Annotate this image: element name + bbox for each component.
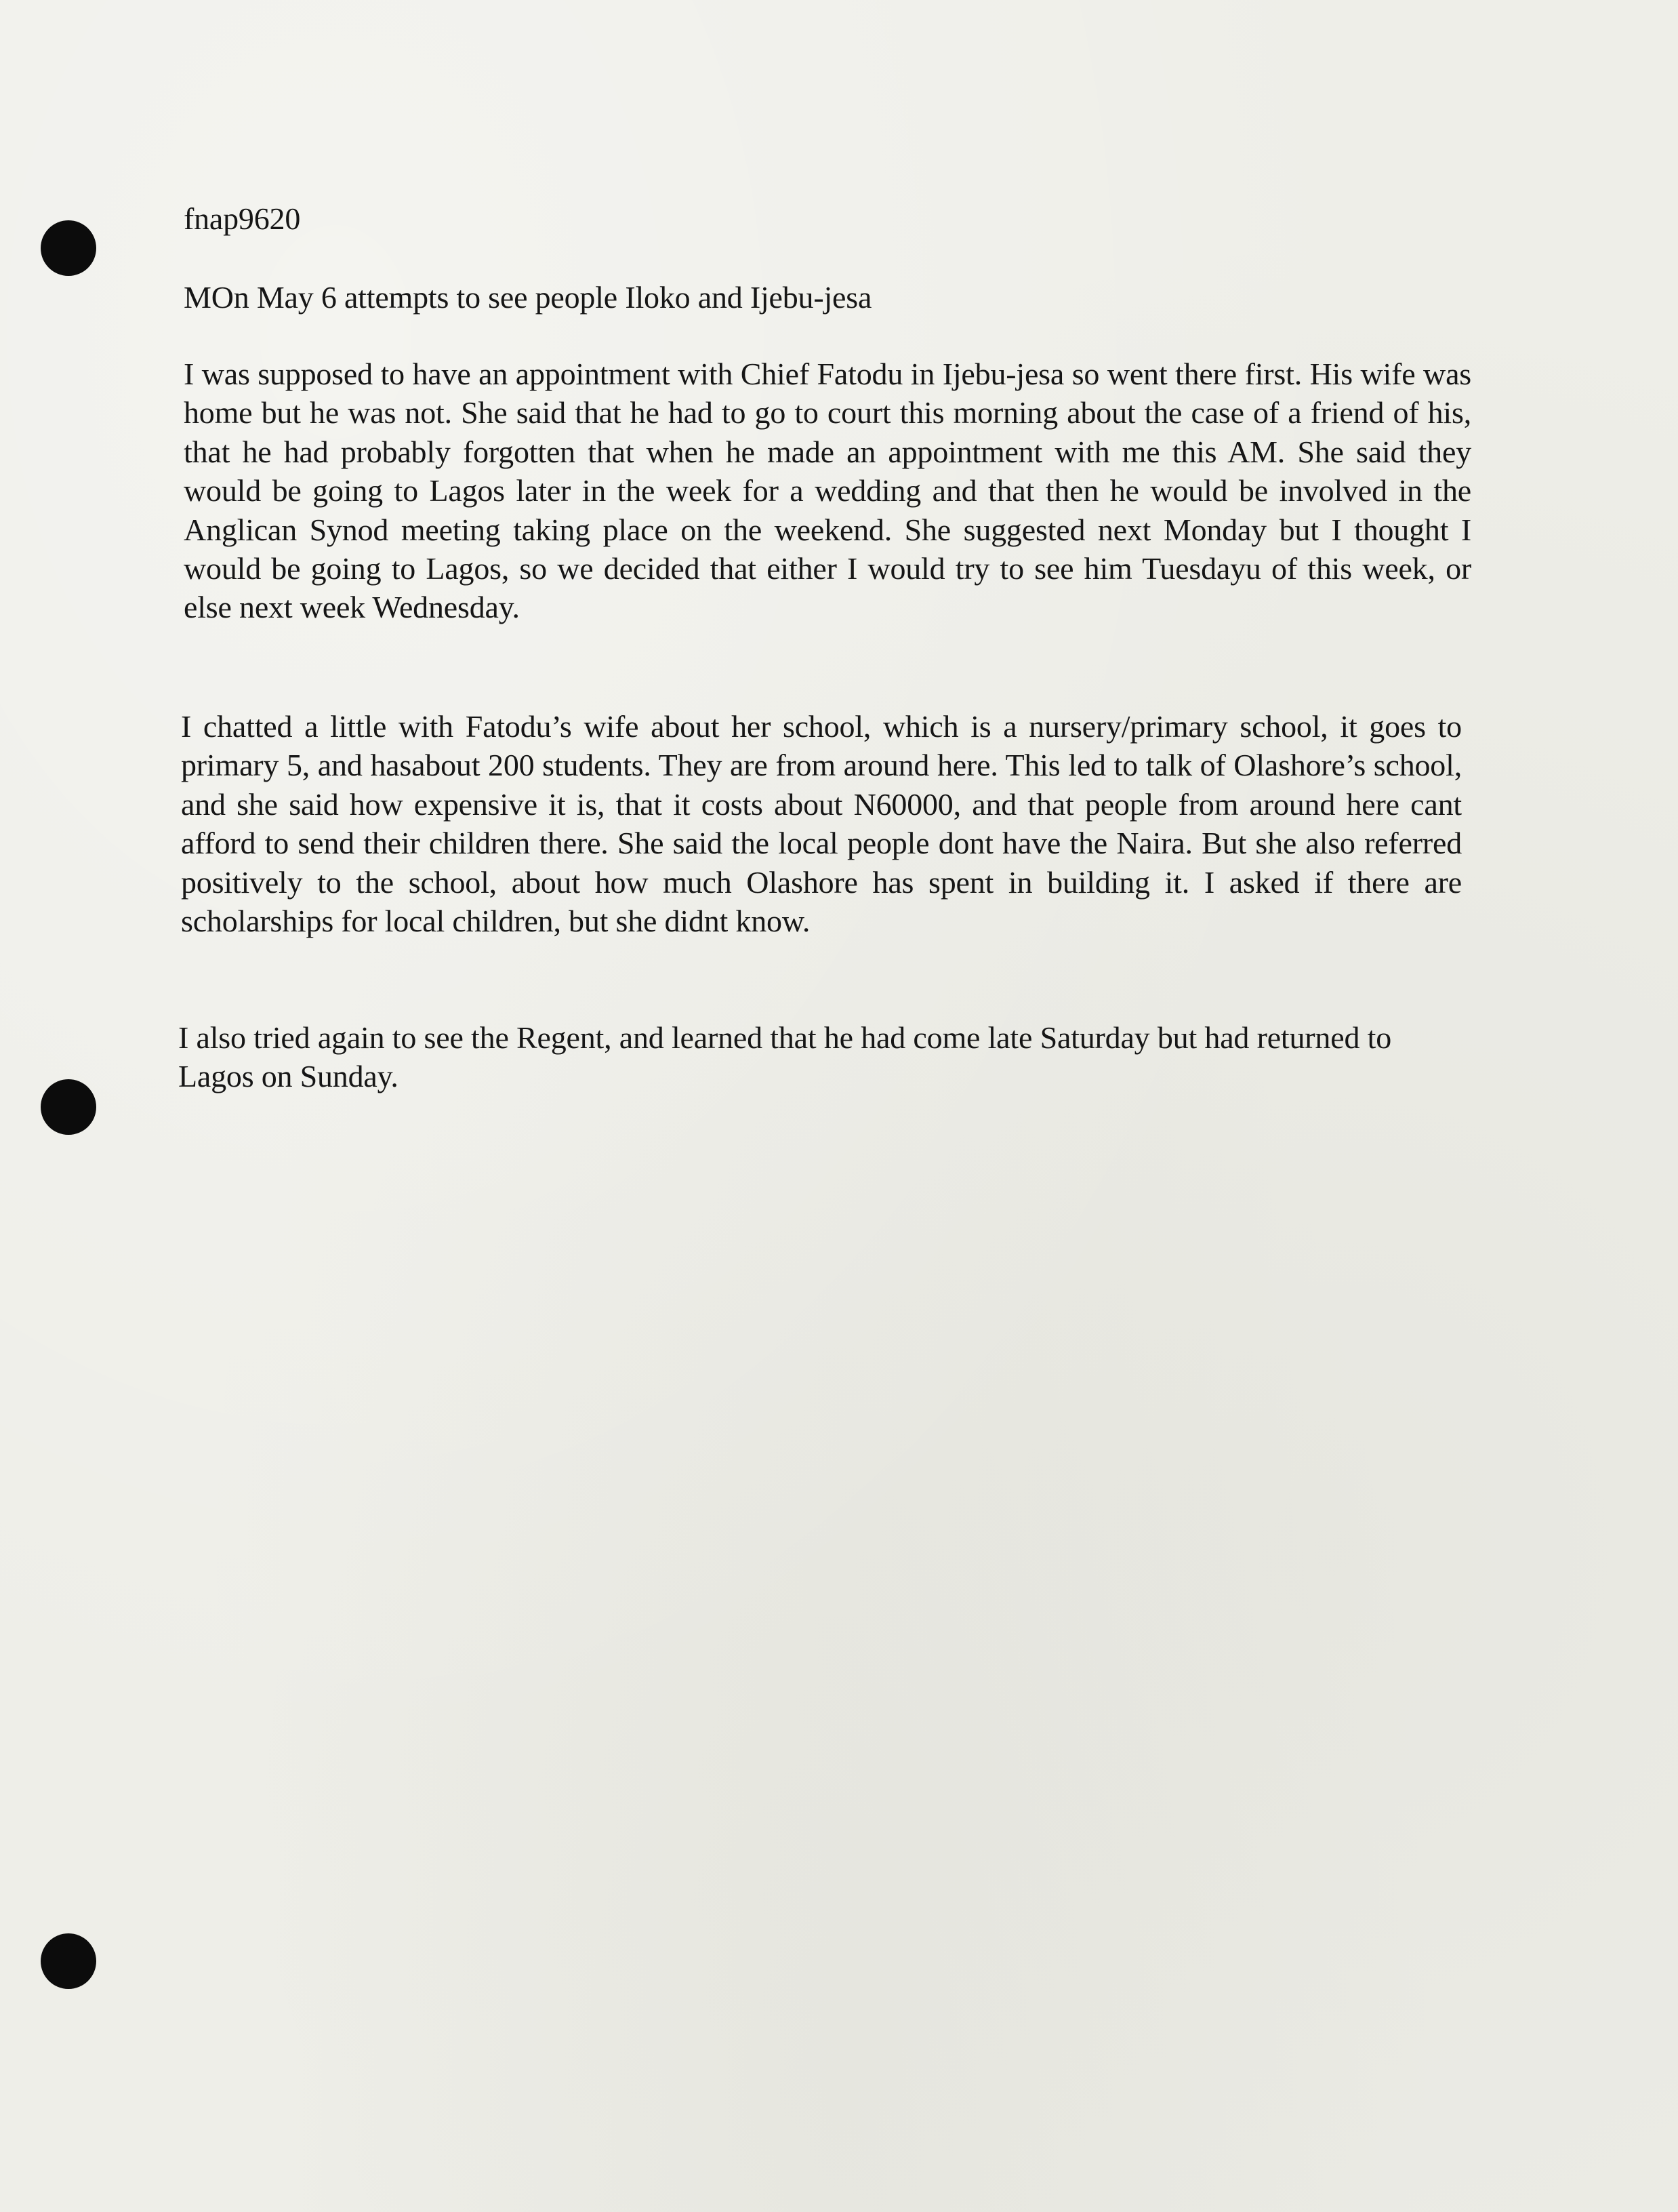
punch-hole-top	[41, 220, 96, 276]
paragraph-school: I chatted a little with Fatodu’s wife about her school, which is a nursery/primary school, it goes to primary 5, and hasabout 200 students. They are from around here. This led to talk of Olashore’s school, and she said how expensive it is, that it costs about N60000, and that people from around here cant afford to send their children there. She said the local people dont have the Naira. But she also referred positively to the school, about how much Olashore has spent in building it. I asked if there are scholarships for local children, but she didnt know.	[181, 709, 1462, 939]
paragraph-appointment: I was supposed to have an appointment with Chief Fatodu in Ijebu-jesa so went there first. His wife was home but he was not. She said that he had to go to court this morning about the case of a friend of his, that he had probably forgotten that when he made an appointment with me this AM. She said they would be going to Lagos later in the week for a wedding and that then he would be involved in the Anglican Synod meeting taking place on the weekend. She suggested next Monday but I thought I would be going to Lagos, so we decided that either I would try to see him Tuesdayu of this week, or else next week Wednesday.	[184, 357, 1471, 625]
document-heading: MOn May 6 attempts to see people Iloko and Ijebu-jesa	[184, 280, 872, 315]
punch-hole-bottom	[41, 1933, 96, 1989]
document-id: fnap9620	[184, 201, 301, 236]
paragraph-regent: I also tried again to see the Regent, and learned that he had come late Saturday but had returned to Lagos on Sunday.	[178, 1020, 1391, 1094]
punch-hole-middle	[41, 1079, 96, 1135]
